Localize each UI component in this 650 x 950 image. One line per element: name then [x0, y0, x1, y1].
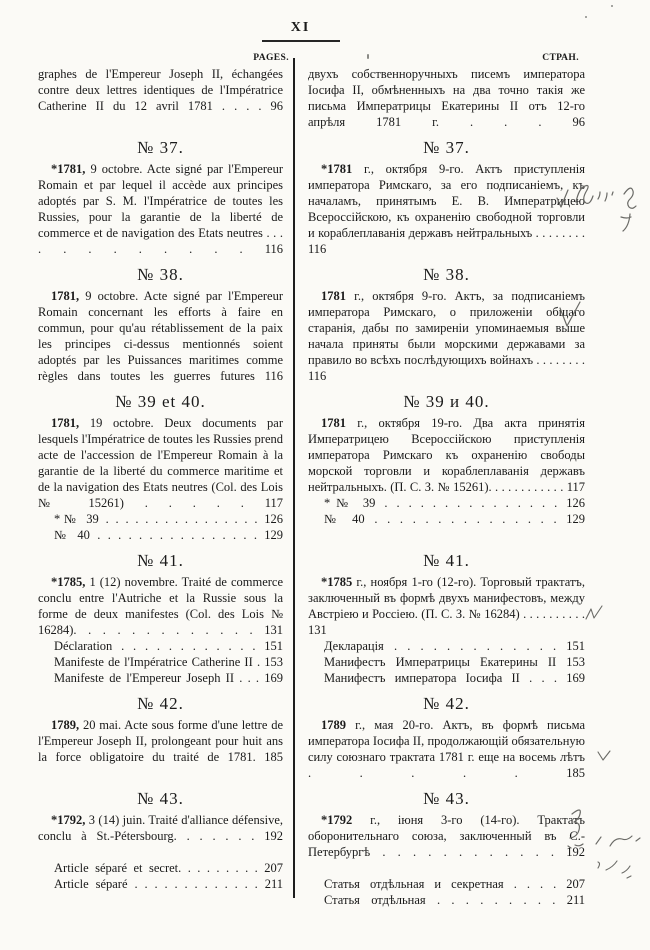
- russian-column-cell: [308, 257, 585, 384]
- entry-date: 1781,: [51, 416, 80, 430]
- subitem-label: Декларація: [324, 639, 384, 653]
- subitem-page-number: 169: [566, 671, 586, 685]
- section-heading-fr: № 42.: [137, 694, 184, 713]
- entry-text: г., мая 20-го. Актъ, въ формѣ письма императора Іосифа II, продолжающій обязательную силу союзнаго трактата 1781 г. еще на восемь лѣтъ . . . . .: [308, 718, 586, 780]
- entry-text: 1 (12) novembre. Traité de commerce conclu entre l'Autriche et la Russie sous la forme de deux manifestes (Col. des Lois № 16284). . . . . . . . . . . . .: [38, 575, 283, 637]
- entry-page-number: 116: [308, 369, 327, 383]
- subitem-label: Déclaration: [54, 639, 113, 653]
- section-heading-ru: № 42.: [423, 694, 470, 713]
- pencil-annotation-no-41: [583, 604, 605, 626]
- toc-entry-fr: [38, 574, 283, 638]
- toc-section-row: [38, 130, 585, 257]
- subitem-label: Статья отдѣльная: [324, 893, 426, 907]
- entry-date: 1781: [321, 289, 346, 303]
- tick-mark-icon: [598, 751, 610, 760]
- french-column-cell: [38, 686, 283, 781]
- section-heading-ru: № 38.: [423, 265, 470, 284]
- dot-leader: .: [256, 655, 261, 669]
- toc-entry-fr: [38, 161, 283, 257]
- subitem-page-number: 207: [264, 861, 284, 875]
- folio-rule: [262, 40, 340, 42]
- entry-text: 9 octobre. Acte signé par l'Empereur Romain concernant les efforts à faire en commun, pour qu'au rétablissement de la paix les principes ci-dessus mentionnés soient adoptés par les Puissances maritimes comme règles dans toutes les guerres futures: [38, 289, 283, 383]
- subitem-page-number: 169: [264, 671, 284, 685]
- entry-page-number: 131: [264, 623, 283, 637]
- toc-entry-fr: [38, 66, 283, 114]
- toc-subitem: [308, 495, 585, 511]
- entry-date: 1781,: [51, 289, 80, 303]
- section-heading-fr: № 41.: [137, 551, 184, 570]
- toc-entry-ru: [308, 812, 585, 860]
- toc-subitem: [308, 670, 585, 686]
- dot-leader: . . . . . . . . . . . . . . . .: [97, 528, 257, 542]
- entry-text: двухъ собственноручныхъ писемъ императора Іосифа II, обмѣненныхъ на два точно такія же письма Императрицы Екатерины II отъ 12-го апрѣля 1781 г. . . .: [308, 67, 585, 129]
- subitem-label: Статья отдѣльная и секретная: [324, 877, 504, 891]
- entry-date: 1789,: [51, 718, 80, 732]
- section-heading-ru: № 43.: [423, 789, 470, 808]
- dot-leader: . . . . . . . . .: [436, 893, 556, 907]
- toc-subitem: [38, 670, 283, 686]
- toc-entry-fr: [38, 415, 283, 511]
- subitem-page-number: 211: [566, 893, 586, 907]
- russian-column-cell: [308, 781, 585, 908]
- subitem-label: *№ 39: [324, 496, 376, 510]
- section-heading-ru: № 39 и 40.: [403, 392, 490, 411]
- subitem-label: № 40: [54, 528, 90, 542]
- checkmark-icon: [560, 302, 580, 326]
- toc-subitem: [38, 638, 283, 654]
- section-heading-ru: № 37.: [423, 138, 470, 157]
- scan-speck: [585, 16, 587, 18]
- subitem-page-number: 153: [264, 655, 283, 669]
- toc-subitem: [38, 527, 283, 543]
- subitem-page-number: 151: [566, 639, 586, 653]
- subitem-page-number: 153: [566, 655, 585, 669]
- entry-text: 19 octobre. Deux documents par lesquels l'Impératrice de toutes les Russies prend acte de l'accession de l'Empereur Romain à la garantie de la liberté du commerce maritime et de la navigation des Etats neutres (Col. des Lois № 15261) . . . . .: [38, 416, 283, 510]
- subitem-label: Manifeste de l'Impératrice Catherine II: [54, 655, 253, 669]
- entry-page-number: 96: [270, 99, 284, 113]
- section-heading-fr: № 39 et 40.: [115, 392, 206, 411]
- pencil-annotation-no-37: [552, 168, 650, 242]
- page-content: [38, 0, 585, 908]
- pencil-annotation-no-43-right: [592, 828, 650, 886]
- pencil-annotation-no-43-left: [556, 808, 596, 856]
- entry-page-number: 96: [572, 115, 585, 129]
- entry-page-number: 192: [264, 829, 283, 843]
- toc-subitem: [308, 638, 585, 654]
- subitem-page-number: 207: [566, 877, 586, 891]
- entry-page-number: 116: [264, 369, 284, 383]
- french-column-cell: [38, 781, 283, 908]
- toc-entry-fr: [38, 812, 283, 844]
- toc-entry-ru: [308, 574, 585, 638]
- toc-subitem: [38, 860, 283, 876]
- french-column-cell: [38, 384, 283, 543]
- entry-date: *1785,: [51, 575, 86, 589]
- subitem-page-number: 151: [264, 639, 284, 653]
- toc-entry-ru: [308, 717, 585, 781]
- dot-leader: . . . . . . . .: [187, 861, 258, 875]
- entry-text: г., іюня 3-го (14-го). Трактатъ оборонительнаго союза, заключенный въ С.-Петербургѣ . . . . . . . . . . . .: [308, 813, 586, 859]
- column-header-pages: PAGES.: [253, 53, 289, 63]
- toc-section-row: [38, 686, 585, 781]
- toc-subitem: [38, 511, 283, 527]
- toc-entry-ru: [308, 288, 585, 384]
- toc-section-row: [38, 781, 585, 908]
- dot-leader: . . .: [239, 671, 260, 685]
- dot-leader: . . . . . . . . . . . . . . .: [374, 512, 557, 526]
- entry-page-number: 131: [308, 623, 327, 637]
- subitem-label: Manifeste de l'Empereur Joseph II: [54, 671, 235, 685]
- entry-text: graphes de l'Empereur Joseph II, échangées contre deux lettres identiques de l'Impératrice Catherine II du 12 avril 1781 . . . .: [38, 67, 283, 113]
- section-heading-fr: № 37.: [137, 138, 184, 157]
- entry-text: 9 octobre. Acte signé par l'Empereur Romain et par lequel il accède aux principes adoptés par S. M. l'Impératrice de toutes les Russies, pour la garantie de la liberté de commerce et de navigation des Etats neutres . . . . . . . . . . . .: [38, 162, 283, 256]
- subitem-label: Article séparé et secret.: [54, 861, 182, 875]
- toc-entry-fr: [38, 288, 283, 384]
- russian-column-cell: [308, 384, 585, 543]
- french-column-cell: [38, 130, 283, 257]
- toc-section-row: [38, 384, 585, 543]
- toc-entry-fr: [38, 717, 283, 765]
- dot-leader: . . . . . . . . . . . . .: [393, 639, 557, 653]
- entry-text: г., ноября 1-го (12-го). Торговый трактатъ, заключенный въ формѣ двухъ манифестовъ, между Австріею и Россіею. (П. С. З. № 16284) . . . . . . . . . .: [308, 575, 585, 621]
- entry-page-number: 117: [264, 496, 283, 510]
- toc-entry-ru: [308, 161, 585, 257]
- subitem-label: № 40: [324, 512, 365, 526]
- toc-entry-ru: [308, 415, 585, 495]
- subitem-label: *№ 39: [54, 512, 99, 526]
- toc-subitem: [38, 654, 283, 670]
- entry-date: *1781: [321, 162, 353, 176]
- dot-leader: . . . . . . . . . . . .: [121, 639, 256, 653]
- entry-date: *1792,: [51, 813, 86, 827]
- column-divider-rule: [293, 58, 295, 898]
- subitem-page-number: 126: [264, 512, 284, 526]
- entry-text: 3 (14) juin. Traité d'alliance défensive, conclu à St.-Pétersbourg. . . . . . .: [38, 813, 283, 843]
- scan-speck: [367, 54, 369, 59]
- toc-section-row: [38, 257, 585, 384]
- entry-date: *1781,: [51, 162, 86, 176]
- toc-subitem: [38, 876, 283, 892]
- russian-column-cell: [308, 66, 585, 130]
- entry-page-number: 192: [566, 845, 585, 859]
- column-header-stran: СТРАН.: [542, 53, 579, 63]
- column-headers-row: [38, 52, 585, 64]
- dot-leader: . . . .: [513, 877, 557, 891]
- dot-leader: . . . . . . . . . . . . . . . .: [105, 512, 258, 526]
- toc-subitem: [308, 876, 585, 892]
- subitem-label: Манифестъ Императрицы Екатерины II: [324, 655, 557, 669]
- subitem-label: Манифестъ императора Іосифа II: [324, 671, 520, 685]
- entry-page-number: 116: [264, 242, 284, 256]
- subitem-page-number: 129: [264, 528, 283, 542]
- section-heading-fr: № 43.: [137, 789, 184, 808]
- french-column-cell: [38, 543, 283, 686]
- page-number-roman: XI: [290, 20, 311, 35]
- subitem-page-number: 211: [264, 877, 284, 891]
- entry-date: 1781: [321, 416, 346, 430]
- section-heading-fr: № 38.: [137, 265, 184, 284]
- dot-leader: . . .: [529, 671, 557, 685]
- entry-date: *1792: [321, 813, 353, 827]
- toc-subitem: [308, 892, 585, 908]
- toc-section-row: [38, 543, 585, 686]
- dot-leader: . . . . . . . . . . . . .: [134, 877, 258, 891]
- entry-page-number: 185: [566, 766, 586, 780]
- entry-date: *1785: [321, 575, 353, 589]
- entry-text: г., октября 9-го. Актъ приступленія императора Римскаго, за его подписаніемъ, къ началамъ, принятымъ Е. В. Императрицею Всероссійскою, къ охраненію свободной торговли и кораблеплаванія державъ нейтральныхъ . . . . . . . .: [308, 162, 586, 240]
- french-column-cell: [38, 257, 283, 384]
- dot-leader: . . . . . . . . . . . . . . .: [384, 496, 558, 510]
- scan-speck: [611, 5, 613, 7]
- entry-text: 20 mai. Acte sous forme d'une lettre de l'Empereur Joseph II, prolongeant pour huit ans la force obligatoire du traité de 1781.: [38, 718, 283, 764]
- toc-section-row: [38, 66, 585, 130]
- pencil-annotation-no-38: [556, 300, 586, 330]
- entry-text: г., октября 19-го. Два акта принятія Императрицею Всероссійскою приступленія императора Римскаго къ охраненію свободы морской торговли и кораблеплаванія державъ нейтральныхъ. (П. С. З. № 15261). . . . . . . . . . . .: [308, 416, 586, 494]
- russian-column-cell: [308, 686, 585, 781]
- pencil-annotation-no-42: [596, 749, 612, 763]
- section-heading-ru: № 41.: [423, 551, 470, 570]
- entry-page-number: 185: [264, 750, 284, 764]
- toc-entry-ru: [308, 66, 585, 130]
- entry-page-number: 116: [308, 242, 327, 256]
- subitem-page-number: 126: [566, 496, 586, 510]
- toc-subitem: [308, 511, 585, 527]
- russian-column-cell: [308, 130, 585, 257]
- folio-block: [27, 20, 574, 42]
- subitem-page-number: 129: [566, 512, 586, 526]
- subitem-label: Article séparé: [54, 877, 128, 891]
- russian-column-cell: [308, 543, 585, 686]
- entry-page-number: 117: [566, 480, 586, 494]
- french-column-cell: [38, 66, 283, 130]
- checkmark-icon: [557, 190, 568, 207]
- tick-mark-icon: [586, 606, 602, 619]
- entry-text: г., октября 9-го. Актъ, за подписаніемъ императора Римскаго, о приложеніи общаго старанія, дабы по замиреніи упоминаемыя выше начала приняты были морскими державами за правило во всѣхъ послѣдующихъ войнахъ . . . . . . . .: [308, 289, 585, 367]
- entry-date: 1789: [321, 718, 346, 732]
- toc-subitem: [308, 654, 585, 670]
